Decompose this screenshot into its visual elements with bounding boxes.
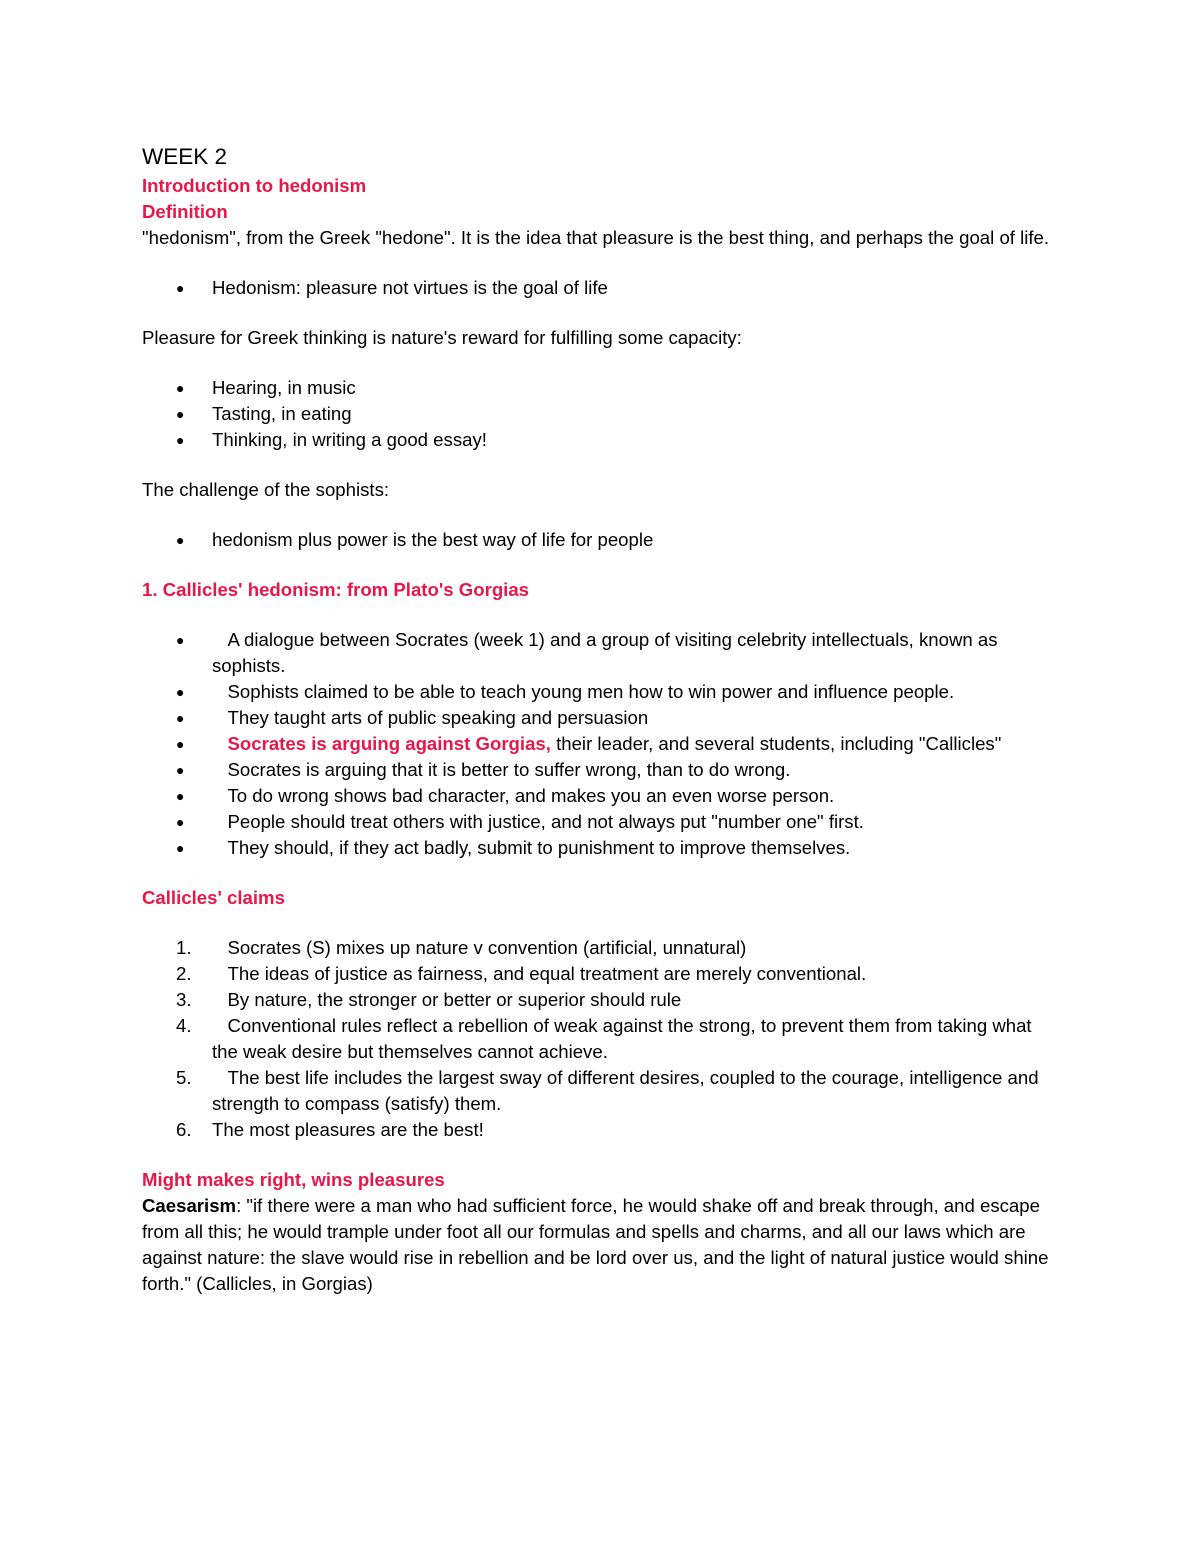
list-item: 3. By nature, the stronger or better or superior should rule	[142, 987, 1062, 1013]
caesarism-quote: : "if there were a man who had sufficient force, he would shake off and break through, and escape from all this; he would trample under foot all our formulas and spells and charms, and all our laws which are against nature: the slave would rise in rebellion and be lord over us, and the light of natural justice would shine forth." (Callicles, in Gorgias)	[142, 1195, 1049, 1294]
list-item: ● Tasting, in eating	[142, 401, 1062, 427]
list-item: 2. The ideas of justice as fairness, and equal treatment are merely conventional.	[142, 961, 1062, 987]
intro-heading: Introduction to hedonism	[142, 175, 367, 196]
list-item: 4. Conventional rules reflect a rebellion of weak against the strong, to prevent them from taking what the weak desire but themselves cannot achieve.	[176, 1015, 1032, 1062]
list-item: ● Socrates is arguing against Gorgias, their leader, and several students, including "Callicles"	[142, 731, 1062, 757]
bullet-icon: ●	[176, 840, 185, 856]
list-item: ● They taught arts of public speaking and persuasion	[142, 705, 1062, 731]
list-number: 6.	[176, 1119, 192, 1140]
list-number: 3.	[176, 989, 192, 1010]
list-item: ● Sophists claimed to be able to teach young men how to win power and influence people.	[142, 679, 1062, 705]
caesarism-paragraph	[142, 1193, 1062, 1297]
callicles-list	[142, 627, 1062, 861]
bullet-icon: ●	[176, 762, 185, 778]
caesarism-term: Caesarism	[142, 1195, 237, 1216]
bullet-icon: ●	[176, 532, 185, 548]
bullet-icon: ●	[176, 736, 185, 752]
list-item: 5. The best life includes the largest sway of different desires, coupled to the courage, intelligence and strength to compass (satisfy) them.	[176, 1067, 1039, 1114]
bullet-icon: ●	[176, 710, 185, 726]
sophists-list	[142, 527, 1062, 553]
bullet-icon: ●	[176, 632, 185, 648]
list-number: 2.	[176, 963, 192, 984]
list-item: ● hedonism plus power is the best way of life for people	[142, 527, 1062, 553]
list-item: 6. The most pleasures are the best!	[142, 1117, 1062, 1143]
bullet-icon: ●	[176, 788, 185, 804]
bullet-icon: ●	[176, 280, 185, 296]
definition-text: "hedonism", from the Greek "hedone". It is the idea that pleasure is the best thing, and perhaps the goal of life.	[142, 227, 1050, 248]
document-page	[142, 141, 1062, 1297]
bullet-icon: ●	[176, 684, 185, 700]
pleasure-list	[142, 375, 1062, 453]
list-item: ● A dialogue between Socrates (week 1) and a group of visiting celebrity intellectuals, known as sophists.	[176, 629, 998, 676]
claims-heading: Callicles' claims	[142, 887, 285, 908]
definition-heading: Definition	[142, 201, 228, 222]
callicles-heading: 1. Callicles' hedonism: from Plato's Gorgias	[142, 579, 530, 600]
might-heading: Might makes right, wins pleasures	[142, 1169, 445, 1190]
list-item: ● Socrates is arguing that it is better to suffer wrong, than to do wrong.	[142, 757, 1062, 783]
claims-list	[142, 935, 1062, 1143]
sophists-text: The challenge of the sophists:	[142, 479, 390, 500]
list-item: ● Hedonism: pleasure not virtues is the goal of life	[142, 275, 1062, 301]
list-item: 1. Socrates (S) mixes up nature v convention (artificial, unnatural)	[142, 935, 1062, 961]
list-item: ● Thinking, in writing a good essay!	[142, 427, 1062, 453]
emphasis-text: Socrates is arguing against Gorgias,	[227, 733, 551, 754]
list-number: 4.	[176, 1015, 192, 1036]
list-item: ● People should treat others with justice, and not always put "number one" first.	[142, 809, 1062, 835]
list-number: 1.	[176, 937, 192, 958]
page-title: WEEK 2	[142, 144, 228, 169]
list-item: ● To do wrong shows bad character, and makes you an even worse person.	[142, 783, 1062, 809]
pleasure-text: Pleasure for Greek thinking is nature's reward for fulfilling some capacity:	[142, 327, 742, 348]
list-item: ● Hearing, in music	[142, 375, 1062, 401]
list-item: ● They should, if they act badly, submit to punishment to improve themselves.	[142, 835, 1062, 861]
list-number: 5.	[176, 1067, 192, 1088]
bullet-icon: ●	[176, 814, 185, 830]
intro-list	[142, 275, 1062, 301]
bullet-icon: ●	[176, 406, 185, 422]
bullet-icon: ●	[176, 380, 185, 396]
bullet-icon: ●	[176, 432, 185, 448]
